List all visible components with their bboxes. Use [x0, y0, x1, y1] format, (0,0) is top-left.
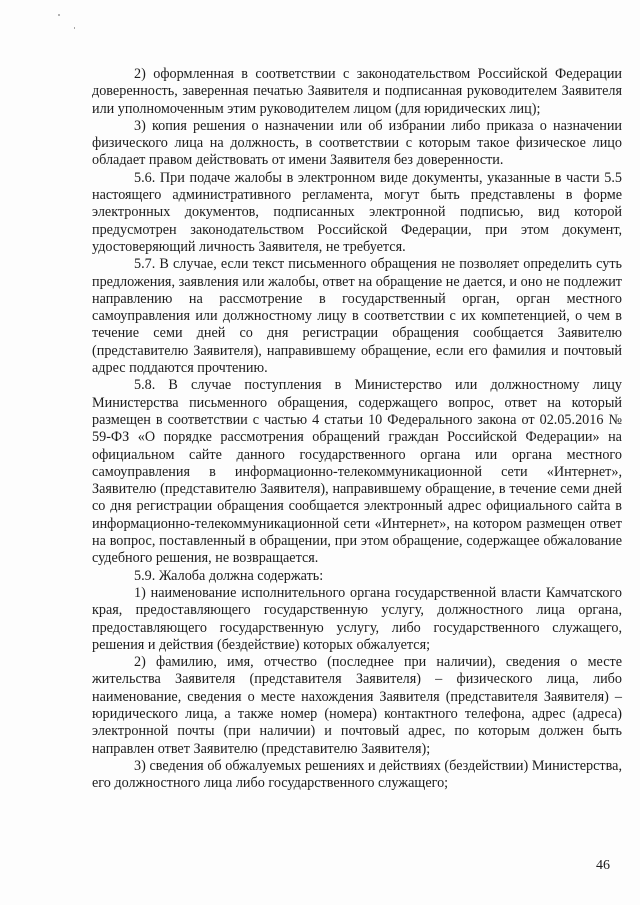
list-item-2: 2) фамилию, имя, отчество (последнее при наличии), сведения о месте жительства Заявителя (представителя Заявителя) – физического лица, либо наименование, сведения о месте нахождения Заявителя (представителя Заявителя) – юридического лица, а также номер (номера) контактного телефона, адрес (адреса) электронной почты (при наличии) и почтовый адрес, по которым должен быть направлен ответ Заявителю (представителю Заявителя); — [92, 654, 622, 757]
list-item-1: 1) наименование исполнительного органа государственной власти Камчатского края, предоставляющего государственную услугу, должностного лица органа, предоставляющего государственную услугу, либо государственного служащего, решения и действия (бездействие) которых обжалуется; — [92, 584, 622, 653]
scan-speck — [74, 27, 75, 29]
paragraph-5-7: 5.7. В случае, если текст письменного обращения не позволяет определить суть предложения, заявления или жалобы, ответ на обращение не дается, и оно не подлежит направлению на рассмотрение в государственный орган, орган местного самоуправления или должностному лицу в соответствии с их компетенцией, о чем в течение семи дней со дня регистрации обращения сообщается Заявителю (представителю Заявителя), направившему обращение, если его фамилия и почтовый адрес поддаются прочтению. — [92, 256, 622, 377]
paragraph-5-6: 5.6. При подаче жалобы в электронном виде документы, указанные в части 5.5 настоящего административного регламента, могут быть представлены в форме электронных документов, подписанных электронной подписью, вид которой предусмотрен законодательством Российской Федерации, при этом документ, удостоверяющий личность Заявителя, не требуется. — [92, 169, 622, 255]
paragraph-5-8: 5.8. В случае поступления в Министерство или должностному лицу Министерства письменного обращения, содержащего вопрос, ответ на который размещен в соответствии с частью 4 статьи 10 Федерального закона от 02.05.2016 № 59-ФЗ «О порядке рассмотрения обращений граждан Российской Федерации» на официальном сайте данного государственного органа или органа местного самоуправления в информационно-телекоммуникационной сети «Интернет», Заявителю (представителю Заявителя), направившему обращение, в течение семи дней со дня регистрации обращения сообщается электронный адрес официального сайта в информационно-телекоммуникационной сети «Интернет», на котором размещен ответ на вопрос, поставленный в обращении, при этом обращение, содержащее обжалование судебного решения, не возвращается. — [92, 377, 622, 567]
paragraph-doverennost: 2) оформленная в соответствии с законодательством Российской Федерации доверенность, заверенная печатью Заявителя и подписанная руководителем Заявителя или уполномоченным этим руководителем лицом (для юридических лиц); — [92, 66, 622, 117]
page-number: 46 — [596, 858, 610, 873]
scan-speck — [58, 14, 60, 16]
list-item-3: 3) сведения об обжалуемых решениях и действиях (бездействии) Министерства, его должностного лица либо государственного служащего; — [92, 757, 622, 792]
paragraph-kopiya-resheniya: 3) копия решения о назначении или об избрании либо приказа о назначении физического лица на должность, в соответствии с которым такое физическое лицо обладает правом действовать от имени Заявителя без доверенности. — [92, 117, 622, 169]
document-body — [92, 66, 622, 792]
paragraph-5-9: 5.9. Жалоба должна содержать: — [134, 567, 324, 584]
